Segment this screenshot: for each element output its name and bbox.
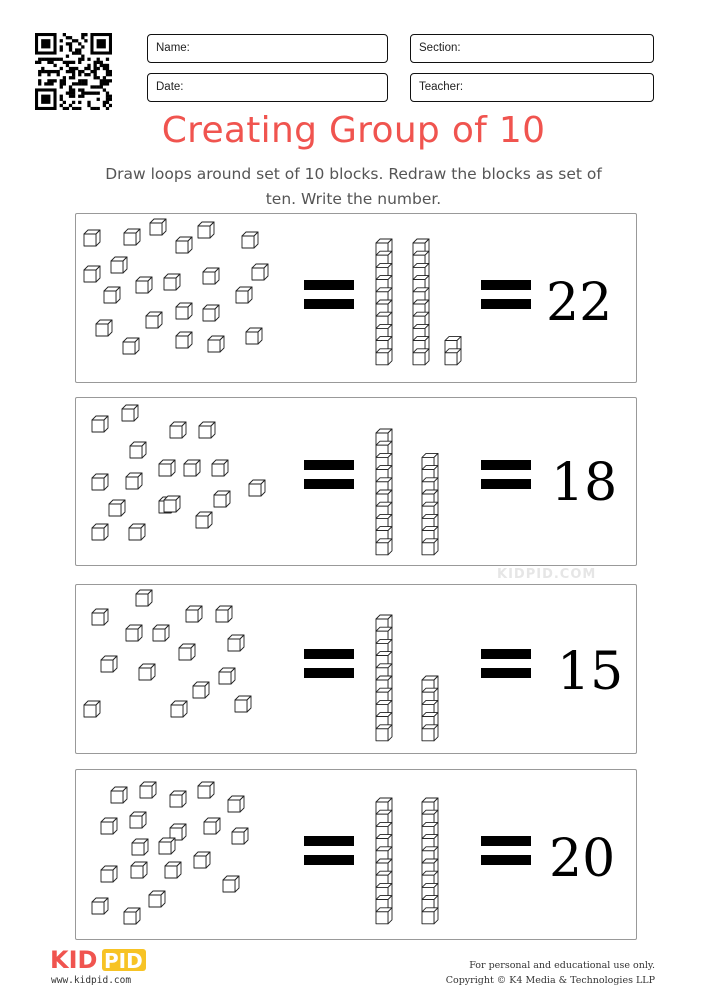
equals-sign-right	[481, 280, 531, 309]
loose-block-4	[216, 606, 232, 622]
loose-block-15	[96, 320, 112, 336]
tens-rods	[376, 239, 461, 365]
loose-blocks	[84, 590, 251, 717]
svg-text:PID: PID	[104, 949, 143, 973]
loose-block-11	[132, 839, 148, 855]
problem-panel-4	[75, 769, 637, 940]
loose-block-18	[203, 305, 219, 321]
kidpid-logo	[48, 944, 148, 974]
loose-block-10	[136, 277, 152, 293]
loose-block-17	[223, 876, 239, 892]
loose-block-5	[130, 442, 146, 458]
loose-block-16	[146, 312, 162, 328]
rod-1-cube-1	[376, 908, 392, 924]
copyright-line: Copyright © K4 Media & Technologies LLP	[445, 975, 655, 986]
loose-block-20	[123, 338, 139, 354]
equals-sign-right	[481, 836, 531, 865]
loose-blocks	[84, 219, 268, 354]
problem-2-graphic	[76, 398, 638, 567]
loose-block-17	[249, 480, 265, 496]
loose-block-15	[235, 696, 251, 712]
loose-block-10	[212, 460, 228, 476]
loose-block-19	[124, 908, 140, 924]
svg-text:KID: KID	[50, 946, 98, 974]
problem-3-graphic	[76, 585, 638, 755]
date-field[interactable]: Date:	[147, 73, 388, 102]
loose-block-1	[92, 416, 108, 432]
loose-block-11	[164, 274, 180, 290]
loose-block-9	[204, 818, 220, 834]
loose-block-19	[246, 328, 262, 344]
loose-block-1	[84, 230, 100, 246]
loose-block-16	[214, 491, 230, 507]
loose-blocks	[92, 405, 265, 540]
rod-1	[376, 798, 392, 924]
loose-block-8	[159, 460, 175, 476]
loose-block-6	[101, 818, 117, 834]
loose-block-4	[176, 237, 192, 253]
teacher-field[interactable]: Teacher:	[410, 73, 654, 102]
rod-1-cube-1	[376, 725, 392, 741]
rod-1-cube-1	[376, 349, 392, 365]
loose-block-5	[126, 625, 142, 641]
loose-block-14	[171, 701, 187, 717]
rod-1	[376, 615, 392, 741]
loose-block-16	[194, 852, 210, 868]
rod-2-cube-1	[422, 908, 438, 924]
problem-4-graphic	[76, 770, 641, 941]
tens-rods	[376, 429, 438, 555]
rod-2	[422, 453, 438, 554]
loose-block-13	[252, 264, 268, 280]
problem-panel-2	[75, 397, 637, 566]
loose-block-22	[208, 336, 224, 352]
rod-2-cube-1	[422, 539, 438, 555]
loose-block-15	[196, 512, 212, 528]
loose-block-13	[129, 524, 145, 540]
loose-block-2	[124, 229, 140, 245]
loose-block-11	[219, 668, 235, 684]
loose-block-18	[92, 898, 108, 914]
loose-block-7	[130, 812, 146, 828]
rod-3	[445, 337, 461, 365]
loose-block-17	[176, 303, 192, 319]
equals-sign-left	[304, 460, 354, 489]
loose-block-2	[140, 782, 156, 798]
loose-block-10	[179, 644, 195, 660]
loose-block-4	[198, 782, 214, 798]
rod-2-cube-1	[413, 349, 429, 365]
loose-block-12	[193, 682, 209, 698]
loose-block-21	[176, 332, 192, 348]
rod-1-cube-1	[376, 539, 392, 555]
loose-block-20	[149, 891, 165, 907]
loose-block-1	[92, 609, 108, 625]
rod-2	[422, 798, 438, 924]
qr-code-icon	[35, 33, 112, 110]
equals-sign-right	[481, 460, 531, 489]
rod-2	[422, 676, 438, 741]
loose-block-4	[199, 422, 215, 438]
loose-block-7	[228, 635, 244, 651]
loose-block-6	[153, 625, 169, 641]
page-title: Creating Group of 10	[161, 110, 546, 151]
loose-block-12	[203, 268, 219, 284]
equals-sign-left	[304, 280, 354, 309]
loose-block-8	[101, 656, 117, 672]
loose-block-12	[159, 838, 175, 854]
answer-number: 15	[557, 642, 624, 702]
website-url: www.kidpid.com	[51, 975, 132, 986]
loose-block-8	[111, 257, 127, 273]
rod-1	[376, 429, 392, 555]
loose-block-7	[84, 266, 100, 282]
rod-2-cube-1	[422, 725, 438, 741]
answer-number: 18	[551, 453, 618, 513]
loose-blocks	[92, 782, 248, 924]
equals-sign-left	[304, 649, 354, 678]
loose-block-9	[184, 460, 200, 476]
watermark: KIDPID.COM	[497, 567, 597, 582]
copyright-note	[446, 958, 655, 988]
loose-block-14	[236, 287, 252, 303]
instructions: Draw loops around set of 10 blocks. Redraw the blocks as set of ten. Write the number.	[105, 165, 602, 208]
problem-1-graphic	[76, 214, 638, 384]
problem-panel-1	[75, 213, 637, 383]
loose-block-3	[150, 219, 166, 235]
equals-sign-right	[481, 649, 531, 678]
loose-block-14	[164, 496, 180, 512]
tens-rods	[376, 798, 438, 924]
rod-3-cube-1	[445, 349, 461, 365]
loose-block-13	[101, 866, 117, 882]
name-field[interactable]: Name:	[147, 34, 388, 63]
loose-block-2	[122, 405, 138, 421]
answer-number: 22	[546, 273, 613, 333]
loose-block-3	[186, 606, 202, 622]
section-field[interactable]: Section:	[410, 34, 654, 63]
loose-block-10	[232, 828, 248, 844]
loose-block-5	[198, 222, 214, 238]
loose-block-18	[92, 524, 108, 540]
loose-block-6	[242, 232, 258, 248]
loose-block-9	[139, 664, 155, 680]
loose-block-7	[126, 473, 142, 489]
tens-rods	[376, 615, 438, 741]
usage-note: For personal and educational use only.	[469, 960, 655, 971]
loose-block-14	[131, 862, 147, 878]
loose-block-1	[111, 787, 127, 803]
answer-number: 20	[549, 829, 616, 889]
loose-block-11	[109, 500, 125, 516]
loose-block-6	[92, 474, 108, 490]
rod-2	[413, 239, 429, 365]
loose-block-3	[170, 791, 186, 807]
problem-panel-3	[75, 584, 637, 754]
equals-sign-left	[304, 836, 354, 865]
loose-block-3	[170, 422, 186, 438]
loose-block-2	[136, 590, 152, 606]
loose-block-9	[104, 287, 120, 303]
loose-block-15	[165, 862, 181, 878]
rod-1	[376, 239, 392, 365]
loose-block-5	[228, 796, 244, 812]
loose-block-13	[84, 701, 100, 717]
